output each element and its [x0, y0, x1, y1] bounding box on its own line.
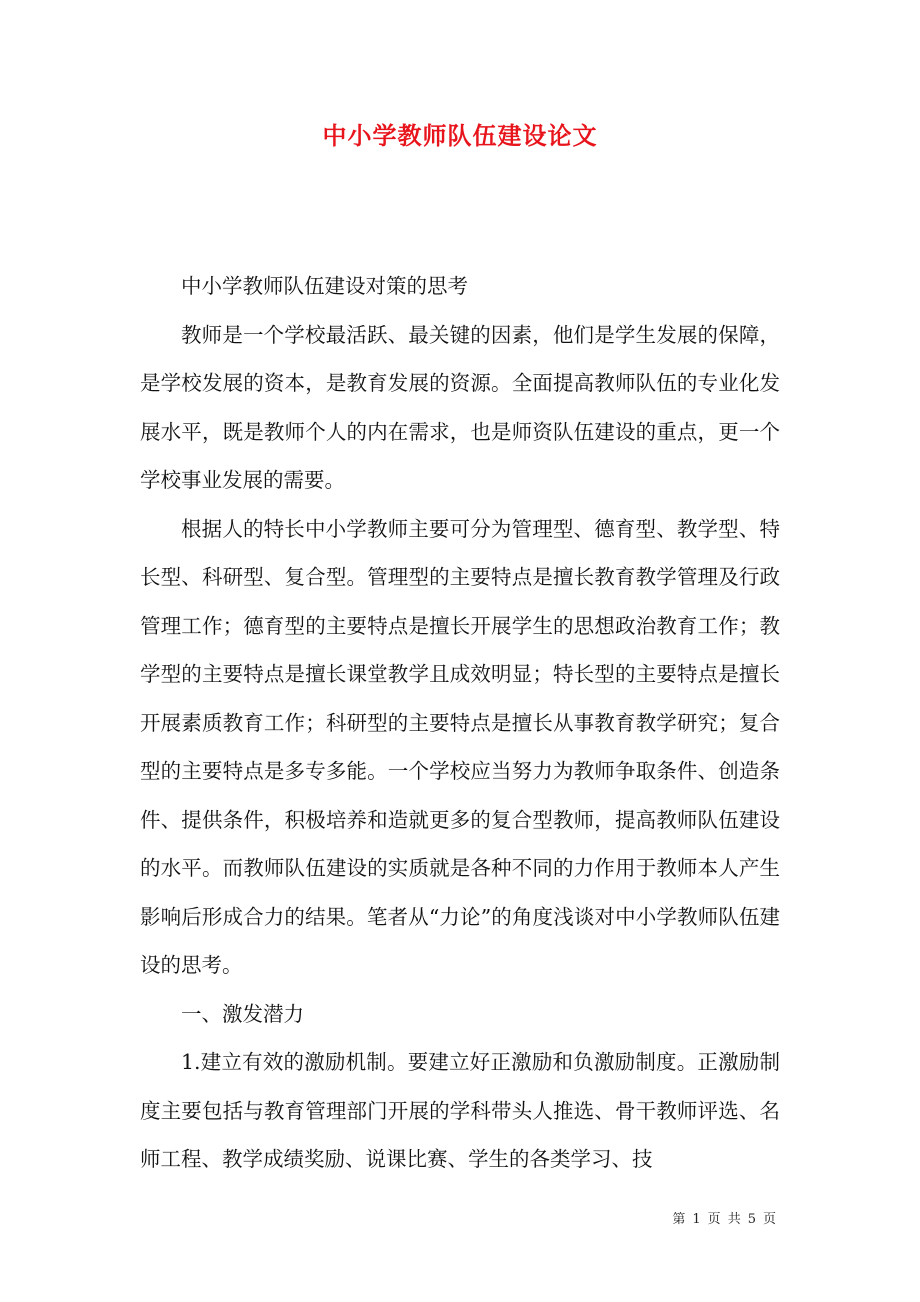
body-paragraph: 根据人的特长中小学教师主要可分为管理型、德育型、教学型、特长型、科研型、复合型。管理型的主要特点是擅长教育教学管理及行政管理工作；德育型的主要特点是擅长开展学生的思想政治教育工作；教学型的主要特点是擅长课堂教学且成效明显；特长型的主要特点是擅长开展素质教育工作；科研型的主要特点是擅长从事教育教学研究；复合型的主要特点是多专多能。一个学校应当努力为教师争取条件、创造条件、提供条件，积极培养和造就更多的复合型教师，提高教师队伍建设的水平。而教师队伍建设的实质就是各种不同的力作用于教师本人产生影响后形成合力的结果。笔者从“力论”的角度浅谈对中小学教师队伍建设的思考。: [140, 516, 780, 977]
current-page-number: 1: [692, 1212, 702, 1227]
total-pages-number: 5: [747, 1212, 757, 1227]
footer-page-word: 页: [707, 1212, 722, 1227]
page-footer: [669, 1208, 780, 1227]
footer-prefix: 第: [672, 1212, 687, 1227]
section-heading: 中小学教师队伍建设对策的思考: [181, 274, 468, 298]
section-heading: 一、激发潜力: [181, 1001, 304, 1026]
footer-total-prefix: 共: [727, 1212, 742, 1227]
body-paragraph: 教师是一个学校最活跃、最关键的因素，他们是学生发展的保障，是学校发展的资本，是教育发展的资源。全面提高教师队伍的专业化发展水平，既是教师个人的内在需求，也是师资队伍建设的重点，更一个学校事业发展的需要。: [140, 322, 780, 492]
body-paragraph: 1.建立有效的激励机制。要建立好正激励和负激励制度。正激励制度主要包括与教育管理部门开展的学科带头人推选、骨干教师评选、名师工程、教学成绩奖励、说课比赛、学生的各类学习、技: [140, 1050, 780, 1171]
document-body: [140, 262, 780, 1184]
footer-suffix: 页: [762, 1212, 777, 1227]
document-title: 中小学教师队伍建设论文: [322, 121, 598, 150]
